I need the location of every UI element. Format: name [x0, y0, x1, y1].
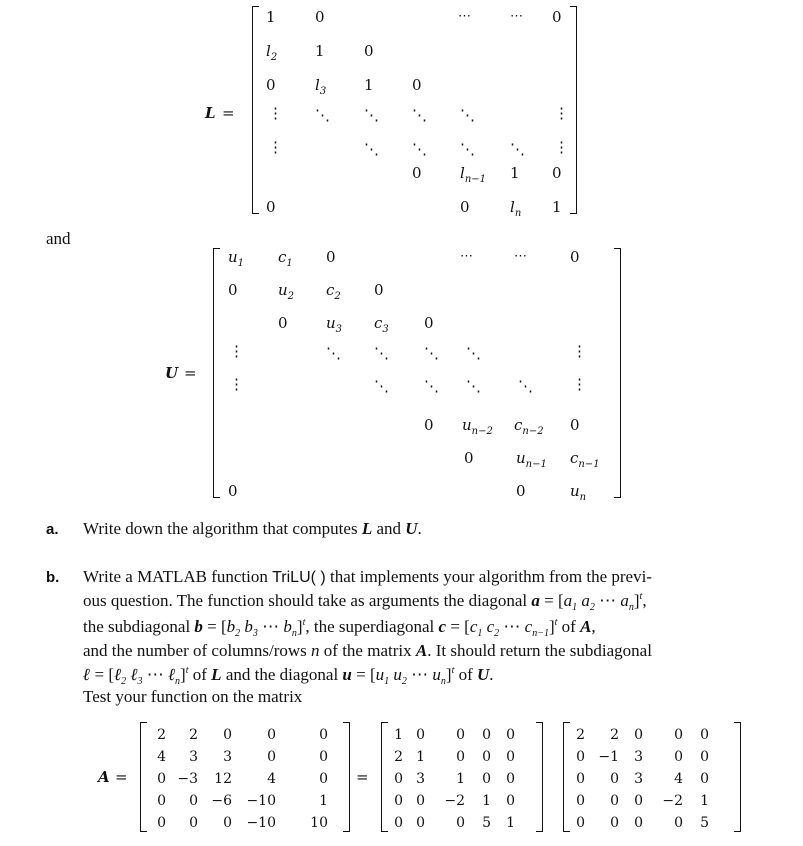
matrix-cell: 12 — [214, 771, 232, 787]
matrix-cell: 0 — [674, 815, 683, 831]
L-label: L — [205, 104, 216, 122]
matrix-row — [148, 724, 328, 746]
matrix-cell: 0 — [319, 771, 328, 787]
matrix-cell: 0 — [482, 749, 491, 765]
matrix-row — [389, 812, 515, 834]
matrix-cell: 0 — [700, 727, 709, 743]
matrix-cell: 0 — [394, 771, 403, 787]
Unum-left-bracket — [563, 722, 570, 832]
matrix-cell: 2 — [189, 727, 198, 743]
matrix-cell: 0 — [189, 793, 198, 809]
Lnum-right-bracket — [536, 722, 543, 832]
matrix-cell: 0 — [319, 727, 328, 743]
matrix-cell: 0 — [456, 749, 465, 765]
matrix-cell: 1 — [506, 815, 515, 831]
matrix-cell: 1 — [700, 793, 709, 809]
matrix-cell: 3 — [189, 749, 198, 765]
part-a-text: Write down the algorithm that computes L and U. — [83, 519, 422, 538]
matrix-cell: 1 — [456, 771, 465, 787]
matrix-row — [389, 746, 515, 768]
matrix-row — [571, 724, 709, 746]
matrix-cell: 1 — [394, 727, 403, 743]
L-left-bracket — [252, 6, 259, 214]
matrix-L-numeric — [389, 724, 515, 834]
matrix-cell: 0 — [674, 749, 683, 765]
matrix-cell: 2 — [157, 727, 166, 743]
matrix-cell: 0 — [610, 815, 619, 831]
matrix-U-numeric — [571, 724, 709, 834]
and-word: and — [46, 229, 71, 248]
matrix-cell: 0 — [223, 815, 232, 831]
matrix-cell: 3 — [416, 771, 425, 787]
matrix-cell: 0 — [674, 727, 683, 743]
matrix-cell: 0 — [700, 771, 709, 787]
matrix-row — [571, 812, 709, 834]
matrix-row — [148, 812, 328, 834]
matrix-row — [389, 790, 515, 812]
matrix-cell: 4 — [674, 771, 683, 787]
matrix-cell: 0 — [634, 815, 643, 831]
matrix-cell: 3 — [223, 749, 232, 765]
matrix-cell: 0 — [506, 749, 515, 765]
matrix-cell: 0 — [576, 749, 585, 765]
matrix-row — [148, 768, 328, 790]
matrix-cell: −3 — [177, 771, 198, 787]
matrix-cell: 0 — [394, 815, 403, 831]
matrix-cell: 0 — [576, 771, 585, 787]
matrix-cell: 3 — [634, 771, 643, 787]
matrix-cell: 0 — [610, 771, 619, 787]
matrix-cell: 0 — [157, 793, 166, 809]
matrix-cell: −10 — [246, 815, 276, 831]
matrix-cell: −6 — [211, 793, 232, 809]
matrix-cell: 5 — [700, 815, 709, 831]
matrix-cell: 0 — [223, 727, 232, 743]
matrix-cell: 0 — [456, 815, 465, 831]
Lnum-left-bracket — [381, 722, 388, 832]
matrix-cell: 4 — [157, 749, 166, 765]
U-left-bracket — [213, 248, 220, 498]
Unum-right-bracket — [734, 722, 741, 832]
matrix-cell: 2 — [610, 727, 619, 743]
matrix-cell: 5 — [482, 815, 491, 831]
matrix-row — [571, 746, 709, 768]
matrix-cell: 0 — [700, 749, 709, 765]
matrix-cell: 1 — [482, 793, 491, 809]
matrix-cell: 0 — [482, 727, 491, 743]
matrix-cell: 1 — [319, 793, 328, 809]
matrix-row — [389, 768, 515, 790]
matrix-cell: 0 — [157, 815, 166, 831]
matrix-row — [571, 790, 709, 812]
matrix-cell: 0 — [482, 771, 491, 787]
part-a-label: a. — [46, 521, 59, 538]
matrix-cell: 0 — [506, 793, 515, 809]
A-label: A — [98, 768, 110, 786]
matrix-cell: 0 — [456, 727, 465, 743]
matrix-cell: 2 — [394, 749, 403, 765]
A-left-bracket — [140, 722, 147, 832]
matrix-cell: 1 — [416, 749, 425, 765]
matrix-cell: 3 — [634, 749, 643, 765]
matrix-cell: −2 — [444, 793, 465, 809]
matrix-cell: −10 — [246, 793, 276, 809]
matrix-row — [148, 746, 328, 768]
matrix-cell: −2 — [662, 793, 683, 809]
matrix-cell: 10 — [310, 815, 328, 831]
matrix-cell: 0 — [416, 793, 425, 809]
matrix-cell: 0 — [394, 793, 403, 809]
matrix-cell: 0 — [576, 815, 585, 831]
matrix-cell: 0 — [267, 749, 276, 765]
U-label: U — [165, 364, 179, 382]
A-right-bracket — [343, 722, 350, 832]
matrix-cell: 2 — [576, 727, 585, 743]
matrix-row — [571, 768, 709, 790]
U-right-bracket — [614, 248, 621, 498]
matrix-cell: 0 — [634, 793, 643, 809]
part-b-label: b. — [46, 569, 60, 586]
matrix-row — [148, 790, 328, 812]
matrix-A — [148, 724, 328, 834]
matrix-cell: 0 — [506, 727, 515, 743]
matrix-cell: 0 — [416, 727, 425, 743]
matrix-cell: 0 — [267, 727, 276, 743]
L-right-bracket — [570, 6, 577, 214]
matrix-cell: 0 — [319, 749, 328, 765]
matrix-cell: 0 — [610, 793, 619, 809]
matrix-cell: 0 — [189, 815, 198, 831]
matrix-cell: 0 — [157, 771, 166, 787]
matrix-cell: 4 — [267, 771, 276, 787]
matrix-cell: 0 — [576, 793, 585, 809]
matrix-cell: 0 — [416, 815, 425, 831]
matrix-cell: 0 — [506, 771, 515, 787]
matrix-cell: −1 — [598, 749, 619, 765]
matrix-cell: 0 — [634, 727, 643, 743]
function-name: TriLU( ) — [272, 569, 326, 586]
matrix-row — [389, 724, 515, 746]
